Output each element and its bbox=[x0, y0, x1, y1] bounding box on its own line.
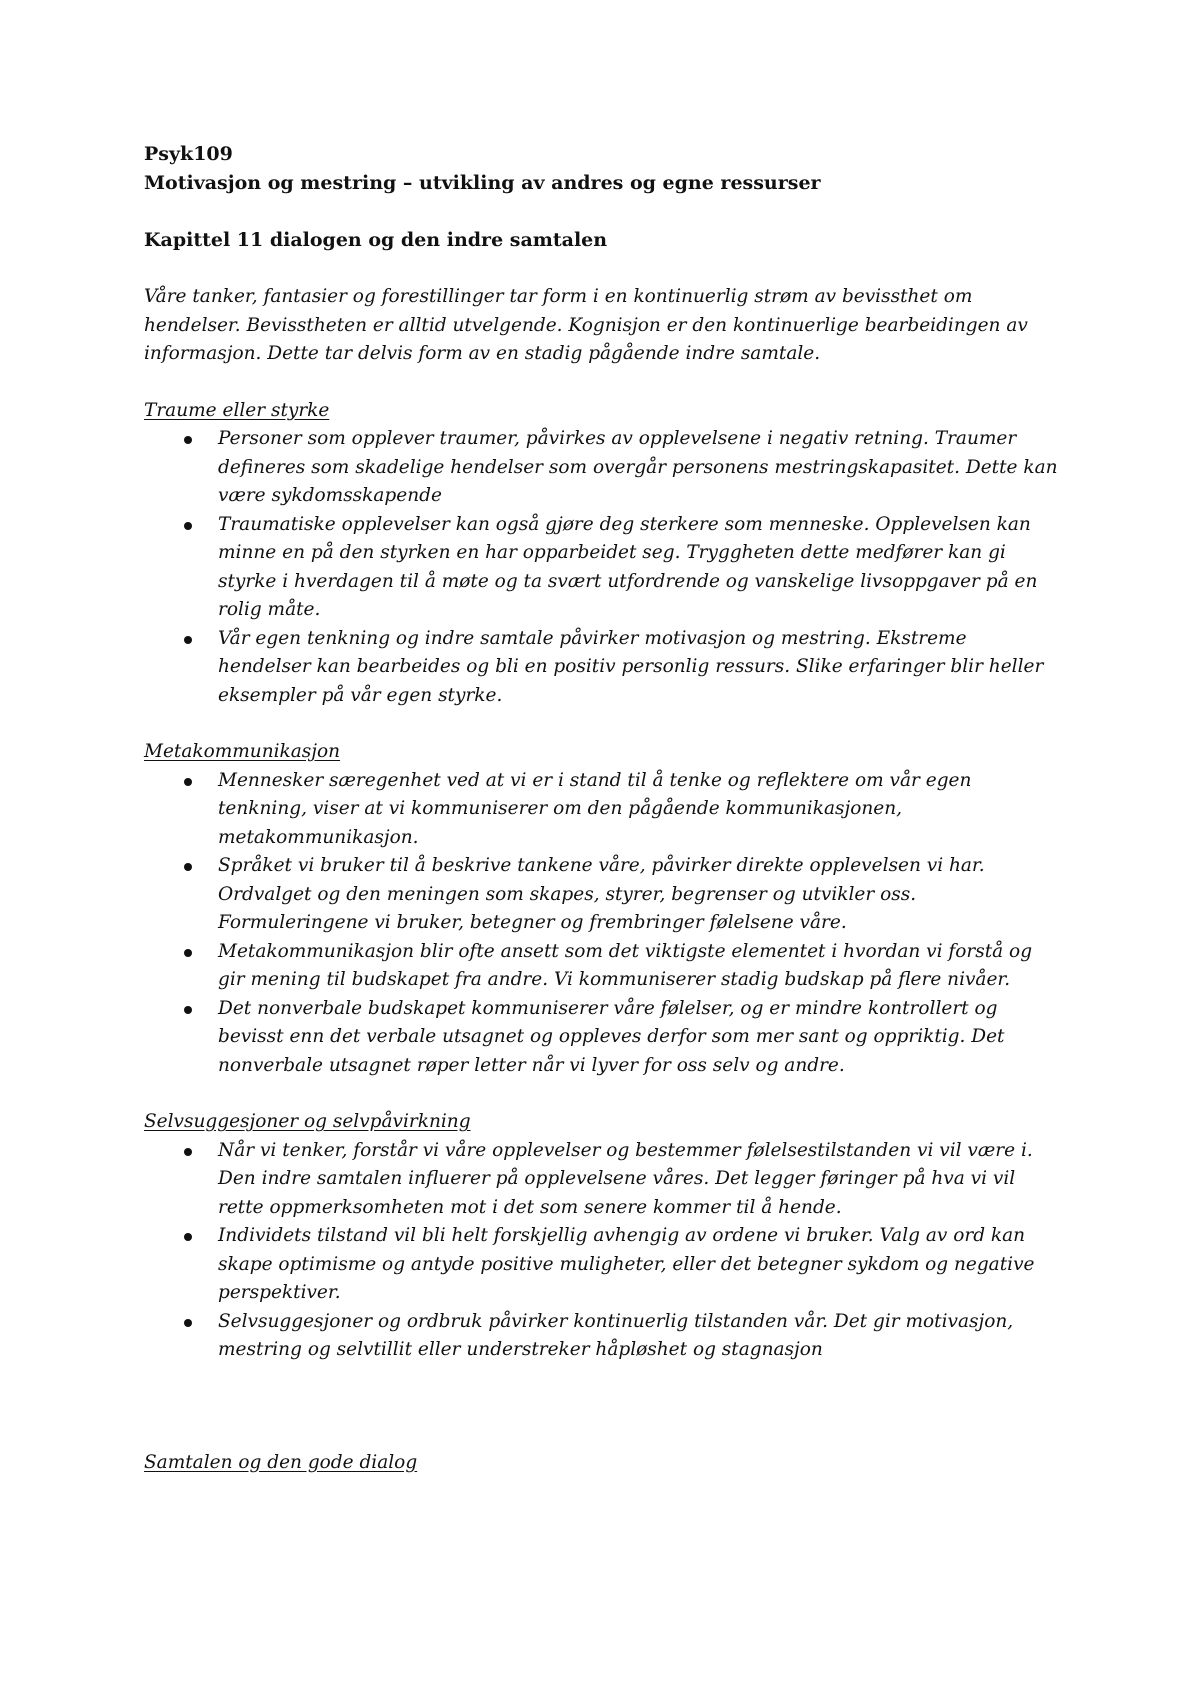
bullet-icon bbox=[184, 1006, 192, 1014]
list-item-text: Individets tilstand vil bli helt forskjellig avhengig av ordene vi bruker. Valg av ord kan skape optimisme og antyde positive muligheter, eller det betegner sykdom og negative perspektiver. bbox=[218, 1225, 1035, 1303]
bullet-icon bbox=[184, 436, 192, 444]
list-item bbox=[144, 625, 1064, 711]
list-item bbox=[144, 938, 1064, 995]
chapter-title: Kapittel 11 dialogen og den indre samtalen bbox=[144, 229, 608, 251]
list-item-text: Mennesker særegenhet ved at vi er i stand til å tenke og reflektere om vår egen tenkning, viser at vi kommuniserer om den pågående kommunikasjonen, metakommunikasjon. bbox=[218, 769, 972, 848]
bullet-icon bbox=[184, 778, 192, 786]
bullet-list-selvsuggesjoner bbox=[144, 1137, 1064, 1365]
list-item-text: Når vi tenker, forstår vi våre opplevelser og bestemmer følelsestilstanden vi vil være i. Den indre samtalen influerer på opplevelsene våres. Det legger føringer på hva vi vil rette oppmerksomheten mot i det som senere kommer til å hende. bbox=[218, 1139, 1033, 1218]
list-item bbox=[144, 852, 1064, 938]
bullet-icon bbox=[184, 949, 192, 957]
spacer bbox=[144, 1365, 1064, 1449]
list-item bbox=[144, 1308, 1064, 1365]
list-item-text: Metakommunikasjon blir ofte ansett som det viktigste elementet i hvordan vi forstå og gir mening til budskapet fra andre. Vi kommuniserer stadig budskap på flere nivåer. bbox=[218, 940, 1033, 990]
section-heading-metakommunikasjon: Metakommunikasjon bbox=[144, 741, 341, 762]
bullet-icon bbox=[184, 863, 192, 871]
bullet-icon bbox=[184, 1319, 192, 1327]
intro-paragraph: Våre tanker, fantasier og forestillinger tar form i en kontinuerlig strøm av bevissthet om hendelser. Bevisstheten er alltid utvelgende. Kognisjon er den kontinuerlige bearbeidingen av informasjon. Dette tar delvis form av en stadig pågående indre samtale. bbox=[144, 286, 1028, 364]
course-title: Motivasjon og mestring – utvikling av andres og egne ressurser bbox=[144, 172, 821, 194]
course-code: Psyk109 bbox=[144, 143, 233, 165]
list-item bbox=[144, 1137, 1064, 1223]
list-item bbox=[144, 425, 1064, 511]
document-body bbox=[144, 140, 1064, 1477]
list-item-text: Det nonverbale budskapet kommuniserer våre følelser, og er mindre kontrollert og bevisst enn det verbale utsagnet og oppleves derfor som mer sant og oppriktig. Det nonverbale utsagnet røper letter når vi lyver for oss selv og andre. bbox=[218, 997, 1005, 1076]
list-item-text: Personer som opplever traumer, påvirkes av opplevelsene i negativ retning. Traumer defineres som skadelige hendelser som overgår personens mestringskapasitet. Dette kan være sykdomsskapende bbox=[218, 428, 1058, 506]
bullet-icon bbox=[184, 1148, 192, 1156]
bullet-icon bbox=[184, 636, 192, 644]
list-item bbox=[144, 511, 1064, 625]
section-heading-selvsuggesjoner: Selvsuggesjoner og selvpåvirkning bbox=[144, 1111, 471, 1132]
bullet-icon bbox=[184, 1233, 192, 1241]
list-item-text: Vår egen tenkning og indre samtale påvirker motivasjon og mestring. Ekstreme hendelser kan bearbeides og bli en positiv personlig ressurs. Slike erfaringer blir heller eksempler på vår egen styrke. bbox=[218, 627, 1044, 706]
bullet-list-traume bbox=[144, 425, 1064, 710]
section-heading-samtalen: Samtalen og den gode dialog bbox=[144, 1451, 418, 1473]
list-item bbox=[144, 995, 1064, 1081]
bullet-icon bbox=[184, 522, 192, 530]
section-heading-traume: Traume eller styrke bbox=[144, 399, 330, 421]
list-item bbox=[144, 1222, 1064, 1308]
list-item-text: Traumatiske opplevelser kan også gjøre deg sterkere som menneske. Opplevelsen kan minne en på den styrken en har opparbeidet seg. Tryggheten dette medfører kan gi styrke i hverdagen til å møte og ta svært utfordrende og vanskelige livsoppgaver på en rolig måte. bbox=[218, 513, 1038, 620]
list-item bbox=[144, 767, 1064, 853]
list-item-text: Selvsuggesjoner og ordbruk påvirker kontinuerlig tilstanden vår. Det gir motivasjon, mestring og selvtillit eller understreker håpløshet og stagnasjon bbox=[218, 1310, 1014, 1360]
list-item-text: Språket vi bruker til å beskrive tankene våre, påvirker direkte opplevelsen vi har. Ordvalget og den meningen som skapes, styrer, begrenser og utvikler oss. Formuleringene vi bruker, betegner og frembringer følelsene våre. bbox=[218, 855, 985, 933]
bullet-list-metakommunikasjon bbox=[144, 767, 1064, 1081]
